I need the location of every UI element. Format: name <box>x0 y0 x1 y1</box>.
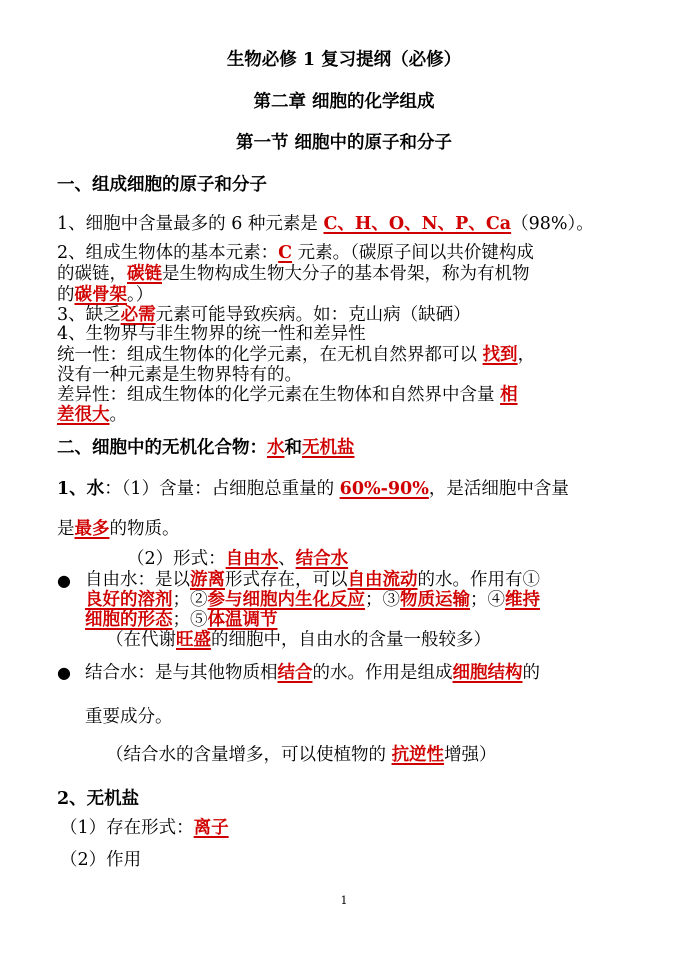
line-bound-water: 结合水：是与其他物质相结合的水。作用是组成细胞结构的 <box>85 663 540 683</box>
line-free-water-note: （在代谢旺盛的细胞中，自由水的含量一般较多） <box>106 630 491 650</box>
bullet-free-water: ● <box>57 571 71 590</box>
line-essential-elements: 3、缺乏必需元素可能导致疾病。如：克山病（缺硒） <box>57 305 471 325</box>
line-unity: 统一性：组成生物体的化学元素，在无机自然界都可以 找到， <box>57 345 536 365</box>
chapter-title: 第二章 细胞的化学组成 <box>253 92 435 112</box>
line-free-water-functions-2: 细胞的形态；⑤体温调节 <box>85 610 278 630</box>
line-water-forms: （2）形式：自由水、结合水 <box>127 549 349 569</box>
line-bound-water-note: （结合水的含量增多，可以使植物的 抗逆性增强） <box>106 745 497 765</box>
line-basic-element: 2、组成生物体的基本元素：C 元素。（碳原子间以共价键构成 <box>57 243 534 263</box>
section-title: 第一节 细胞中的原子和分子 <box>235 133 453 153</box>
line-water-content: 1、水：（1）含量：占细胞总重量的 60%-90%，是活细胞中含量 <box>57 479 569 499</box>
line-salt-function: （2）作用 <box>60 850 142 870</box>
line-carbon-chain: 的碳链，碳链是生物构成生物大分子的基本骨架，称为有机物 <box>57 264 530 284</box>
line-water-most: 是最多的物质。 <box>57 519 180 539</box>
line-free-water: 自由水：是以游离形式存在，可以自由流动的水。作用有① <box>85 570 540 590</box>
bullet-bound-water: ● <box>57 663 71 682</box>
line-bound-water-2: 重要成分。 <box>85 707 173 727</box>
doc-title: 生物必修 1 复习提纲（必修） <box>226 50 462 70</box>
heading-inorganic-salts: 2、无机盐 <box>57 789 140 809</box>
line-difference-2: 差很大。 <box>57 405 127 425</box>
line-free-water-functions: 良好的溶剂；②参与细胞内生化反应；③物质运输；④维持 <box>85 590 540 610</box>
line-six-elements: 1、细胞中含量最多的 6 种元素是 C、H、O、N、P、Ca（98%）。 <box>57 214 594 234</box>
page-number: 1 <box>340 894 348 907</box>
line-carbon-skeleton: 的碳骨架。） <box>57 285 154 305</box>
line-salt-form: （1）存在形式：离子 <box>60 818 229 838</box>
heading-atoms-molecules: 一、组成细胞的原子和分子 <box>57 175 267 195</box>
line-difference: 差异性：组成生物体的化学元素在生物体和自然界中含量 相 <box>57 385 518 405</box>
heading-inorganic: 二、细胞中的无机化合物：水和无机盐 <box>57 438 355 458</box>
line-unity-difference: 4、生物界与非生物界的统一性和差异性 <box>57 324 366 344</box>
line-unity-2: 没有一种元素是生物界特有的。 <box>57 365 302 385</box>
